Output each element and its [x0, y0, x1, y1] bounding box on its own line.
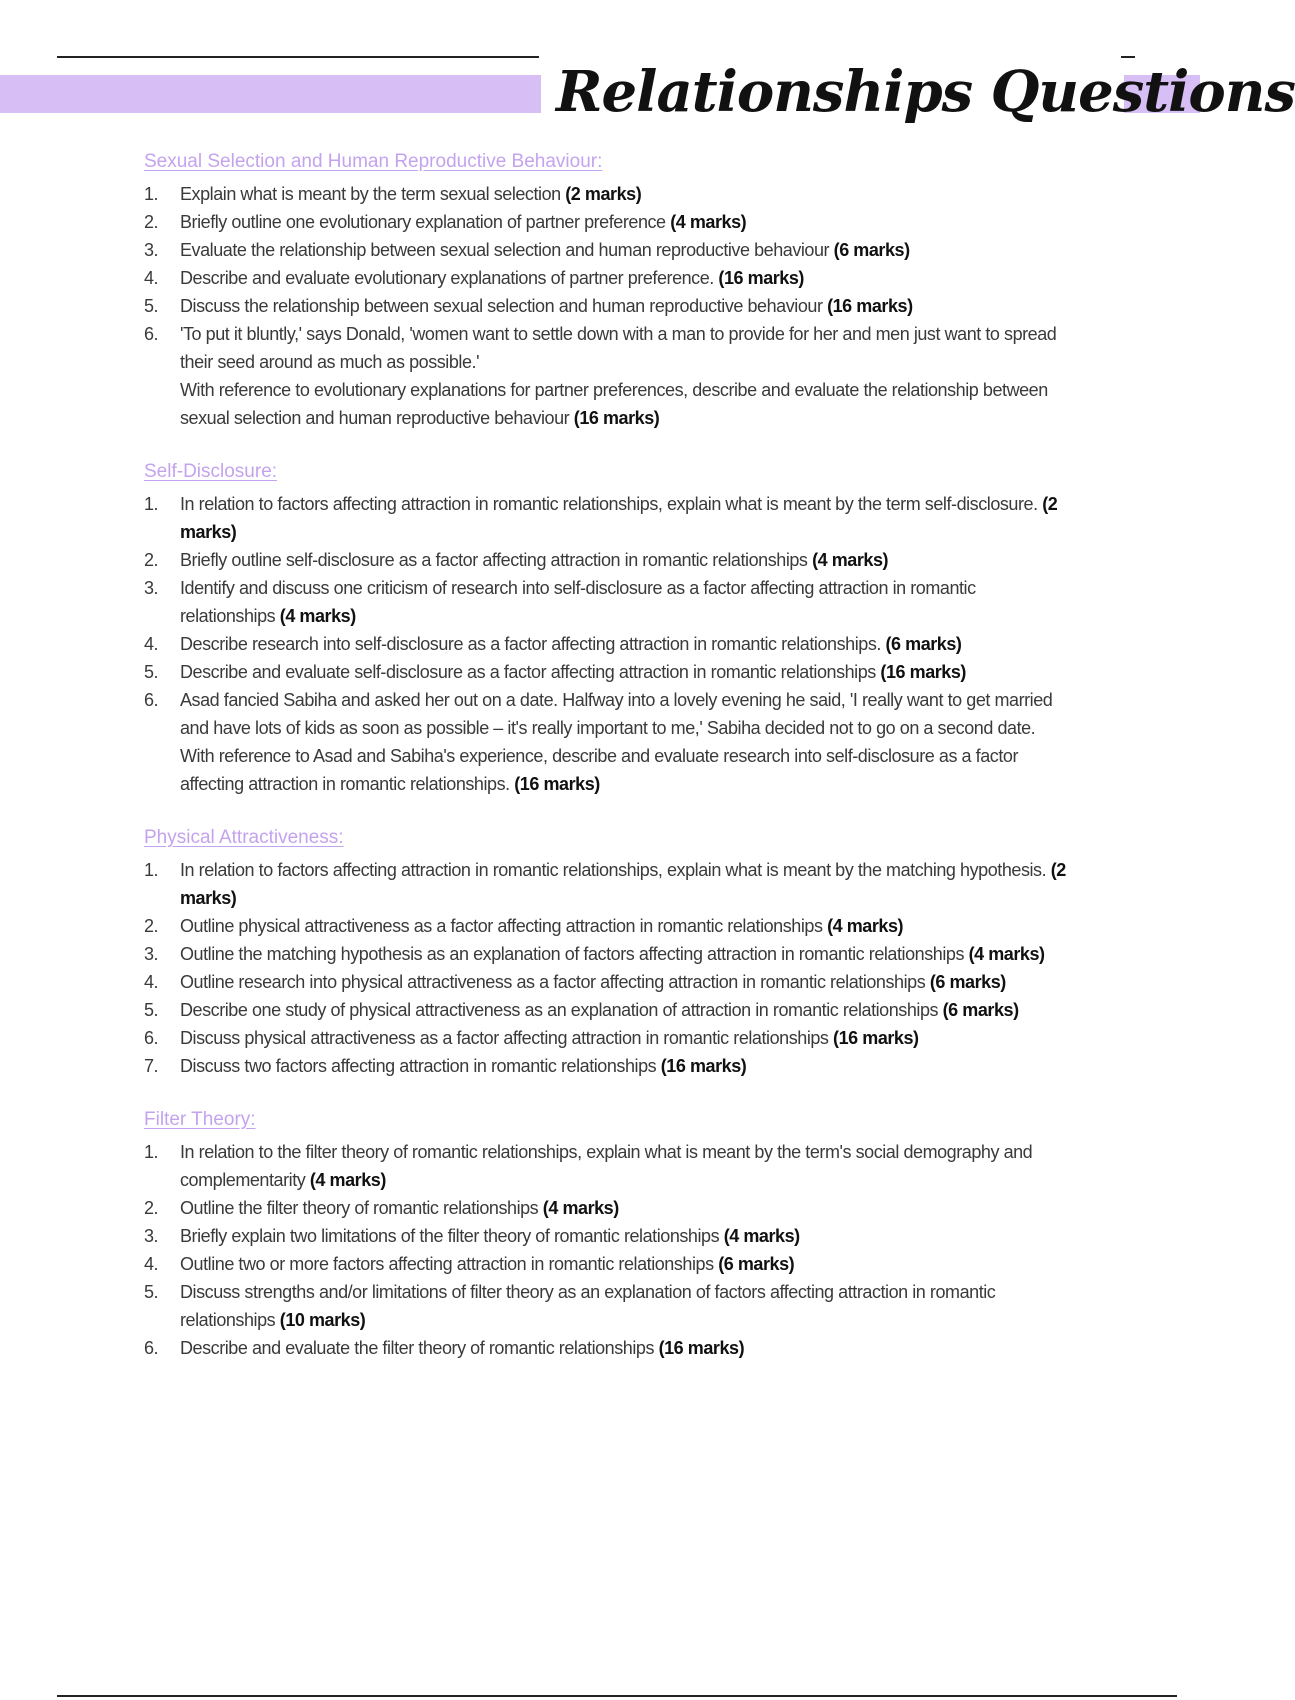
- question-text: In relation to factors affecting attraction in romantic relationships, explain what is meant by the matching hypothesis.: [180, 860, 1047, 880]
- question-body: [180, 856, 1074, 912]
- question-text: With reference to evolutionary explanations for partner preferences, describe and evaluate the relationship between sexual selection and human reproductive behaviour: [180, 380, 1048, 428]
- marks-label: (6 marks): [929, 972, 1006, 992]
- question-line: [180, 996, 1074, 1024]
- question-item: [144, 1138, 1074, 1194]
- question-item: [144, 912, 1074, 940]
- question-text: In relation to the filter theory of romantic relationships, explain what is meant by the term's social demography and complementarity: [180, 1142, 1033, 1190]
- question-text: Describe one study of physical attractiveness as an explanation of attraction in romantic relationships: [180, 1000, 939, 1020]
- question-section: [144, 148, 1074, 432]
- question-line: [180, 1278, 1074, 1334]
- question-number: 6.: [144, 690, 159, 710]
- marks-label: (16 marks): [573, 408, 660, 428]
- question-line: [180, 1138, 1074, 1194]
- question-item: [144, 658, 1074, 686]
- question-number: 2.: [144, 550, 159, 570]
- question-item: [144, 236, 1074, 264]
- question-text: Briefly outline one evolutionary explanation of partner preference: [180, 212, 666, 232]
- question-item: [144, 180, 1074, 208]
- question-text: Asad fancied Sabiha and asked her out on a date. Halfway into a lovely evening he said, 'I really want to get married and have lots of kids as soon as possible – it's really important to me,' Sabiha decided not to go on a second date.: [180, 690, 1053, 738]
- question-item: [144, 996, 1074, 1024]
- question-number: 5.: [144, 1000, 159, 1020]
- marks-label: (16 marks): [660, 1056, 747, 1076]
- question-number: 3.: [144, 1226, 159, 1246]
- question-text: Briefly explain two limitations of the filter theory of romantic relationships: [180, 1226, 720, 1246]
- marks-label: (2 marks): [565, 184, 642, 204]
- question-body: [180, 1052, 1074, 1080]
- question-text: Briefly outline self-disclosure as a factor affecting attraction in romantic relationships: [180, 550, 808, 570]
- question-line: [180, 376, 1074, 432]
- question-number: 5.: [144, 662, 159, 682]
- question-line: [180, 856, 1074, 912]
- marks-label: (4 marks): [670, 212, 747, 232]
- question-text: Describe and evaluate the filter theory of romantic relationships: [180, 1338, 655, 1358]
- question-item: [144, 320, 1074, 432]
- question-line: [180, 490, 1074, 546]
- question-number: 5.: [144, 296, 159, 316]
- accent-band-left: [0, 75, 541, 113]
- section-heading: Physical Attractiveness:: [144, 827, 344, 848]
- question-item: [144, 546, 1074, 574]
- question-item: [144, 686, 1074, 798]
- question-body: [180, 574, 1074, 630]
- question-number: 6.: [144, 1028, 159, 1048]
- question-number: 3.: [144, 578, 159, 598]
- page-title: Relationships Questions: [556, 59, 1295, 125]
- question-number: 2.: [144, 212, 159, 232]
- question-text: Discuss two factors affecting attraction in romantic relationships: [180, 1056, 657, 1076]
- question-number: 1.: [144, 494, 159, 514]
- marks-label: (4 marks): [309, 1170, 386, 1190]
- question-line: [180, 292, 1074, 320]
- question-line: [180, 180, 1074, 208]
- question-item: [144, 1250, 1074, 1278]
- question-section: [144, 1106, 1074, 1362]
- question-sections: [144, 148, 1074, 1388]
- question-line: [180, 658, 1074, 686]
- question-item: [144, 1222, 1074, 1250]
- question-body: [180, 658, 1074, 686]
- question-number: 4.: [144, 268, 159, 288]
- question-item: [144, 630, 1074, 658]
- question-number: 2.: [144, 916, 159, 936]
- question-text: 'To put it bluntly,' says Donald, 'women want to settle down with a man to provide for her and men just want to spread their seed around as much as possible.': [180, 324, 1057, 372]
- question-item: [144, 968, 1074, 996]
- question-body: [180, 208, 1074, 236]
- question-number: 4.: [144, 1254, 159, 1274]
- question-item: [144, 574, 1074, 630]
- question-text: Identify and discuss one criticism of research into self-disclosure as a factor affecting attraction in romantic relationships: [180, 578, 976, 626]
- question-item: [144, 1278, 1074, 1334]
- question-body: [180, 940, 1074, 968]
- question-line: [180, 320, 1074, 376]
- marks-label: (16 marks): [658, 1338, 745, 1358]
- question-line: [180, 1222, 1074, 1250]
- question-list: [144, 856, 1074, 1080]
- top-rule-left: [57, 56, 539, 58]
- question-number: 1.: [144, 1142, 159, 1162]
- section-heading: Sexual Selection and Human Reproductive Behaviour:: [144, 151, 603, 172]
- marks-label: (2 marks): [180, 494, 1058, 542]
- question-item: [144, 1052, 1074, 1080]
- question-number: 5.: [144, 1282, 159, 1302]
- question-text: Explain what is meant by the term sexual selection: [180, 184, 561, 204]
- question-line: [180, 630, 1074, 658]
- question-body: [180, 292, 1074, 320]
- question-item: [144, 490, 1074, 546]
- question-list: [144, 490, 1074, 798]
- question-item: [144, 1024, 1074, 1052]
- question-line: [180, 686, 1074, 742]
- bottom-rule: [57, 1695, 1177, 1697]
- question-number: 1.: [144, 184, 159, 204]
- question-list: [144, 1138, 1074, 1362]
- question-text: Discuss physical attractiveness as a factor affecting attraction in romantic relationships: [180, 1028, 829, 1048]
- question-body: [180, 490, 1074, 546]
- marks-label: (6 marks): [833, 240, 910, 260]
- question-number: 1.: [144, 860, 159, 880]
- marks-label: (6 marks): [885, 634, 962, 654]
- marks-label: (16 marks): [827, 296, 913, 316]
- question-text: Discuss the relationship between sexual selection and human reproductive behaviour: [180, 296, 823, 316]
- marks-label: (10 marks): [279, 1310, 366, 1330]
- question-text: Outline the filter theory of romantic relationships: [180, 1198, 539, 1218]
- question-line: [180, 574, 1074, 630]
- question-line: [180, 236, 1074, 264]
- question-line: [180, 742, 1074, 798]
- question-line: [180, 1194, 1074, 1222]
- question-body: [180, 1024, 1074, 1052]
- question-body: [180, 1250, 1074, 1278]
- marks-label: (4 marks): [968, 944, 1045, 964]
- question-number: 4.: [144, 634, 159, 654]
- question-section: [144, 458, 1074, 798]
- question-line: [180, 208, 1074, 236]
- question-number: 6.: [144, 1338, 159, 1358]
- marks-label: (4 marks): [827, 916, 904, 936]
- question-text: Describe and evaluate self-disclosure as a factor affecting attraction in romantic relationships: [180, 662, 876, 682]
- question-line: [180, 1052, 1074, 1080]
- question-body: [180, 180, 1074, 208]
- question-body: [180, 968, 1074, 996]
- question-body: [180, 320, 1074, 432]
- question-item: [144, 208, 1074, 236]
- question-text: Outline research into physical attractiveness as a factor affecting attraction in romantic relationships: [180, 972, 926, 992]
- question-body: [180, 1334, 1074, 1362]
- marks-label: (6 marks): [718, 1254, 795, 1274]
- marks-label: (16 marks): [833, 1028, 919, 1048]
- question-text: With reference to Asad and Sabiha's experience, describe and evaluate research into self-disclosure as a factor affecting attraction in romantic relationships.: [180, 746, 1018, 794]
- question-body: [180, 236, 1074, 264]
- question-text: Describe research into self-disclosure as a factor affecting attraction in romantic relationships.: [180, 634, 881, 654]
- question-number: 3.: [144, 240, 159, 260]
- question-item: [144, 856, 1074, 912]
- question-line: [180, 1250, 1074, 1278]
- question-item: [144, 1334, 1074, 1362]
- marks-label: (4 marks): [812, 550, 889, 570]
- question-body: [180, 996, 1074, 1024]
- question-number: 6.: [144, 324, 159, 344]
- marks-label: (4 marks): [542, 1198, 619, 1218]
- question-text: Outline the matching hypothesis as an explanation of factors affecting attraction in romantic relationships: [180, 944, 964, 964]
- question-line: [180, 1024, 1074, 1052]
- question-body: [180, 264, 1074, 292]
- question-line: [180, 1334, 1074, 1362]
- marks-label: (2 marks): [180, 860, 1066, 908]
- section-heading: Self-Disclosure:: [144, 461, 278, 482]
- question-section: [144, 824, 1074, 1080]
- question-number: 4.: [144, 972, 159, 992]
- section-heading: Filter Theory:: [144, 1109, 256, 1130]
- marks-label: (6 marks): [942, 1000, 1019, 1020]
- marks-label: (4 marks): [723, 1226, 800, 1246]
- question-item: [144, 264, 1074, 292]
- question-list: [144, 180, 1074, 432]
- question-line: [180, 968, 1074, 996]
- question-number: 2.: [144, 1198, 159, 1218]
- question-text: In relation to factors affecting attraction in romantic relationships, explain what is meant by the term self-disclosure.: [180, 494, 1038, 514]
- marks-label: (4 marks): [279, 606, 356, 626]
- question-body: [180, 1138, 1074, 1194]
- question-text: Describe and evaluate evolutionary explanations of partner preference.: [180, 268, 714, 288]
- marks-label: (16 marks): [514, 774, 600, 794]
- question-body: [180, 1278, 1074, 1334]
- question-line: [180, 912, 1074, 940]
- question-number: 7.: [144, 1056, 159, 1076]
- marks-label: (16 marks): [718, 268, 804, 288]
- question-line: [180, 546, 1074, 574]
- question-text: Discuss strengths and/or limitations of filter theory as an explanation of factors affecting attraction in romantic relationships: [180, 1282, 996, 1330]
- question-body: [180, 1194, 1074, 1222]
- question-body: [180, 686, 1074, 798]
- question-text: Outline physical attractiveness as a factor affecting attraction in romantic relationships: [180, 916, 823, 936]
- question-item: [144, 940, 1074, 968]
- question-body: [180, 630, 1074, 658]
- question-text: Outline two or more factors affecting attraction in romantic relationships: [180, 1254, 714, 1274]
- question-text: Evaluate the relationship between sexual selection and human reproductive behaviour: [180, 240, 830, 260]
- question-line: [180, 940, 1074, 968]
- question-number: 3.: [144, 944, 159, 964]
- question-body: [180, 546, 1074, 574]
- question-item: [144, 1194, 1074, 1222]
- question-body: [180, 912, 1074, 940]
- question-item: [144, 292, 1074, 320]
- question-body: [180, 1222, 1074, 1250]
- question-line: [180, 264, 1074, 292]
- marks-label: (16 marks): [880, 662, 966, 682]
